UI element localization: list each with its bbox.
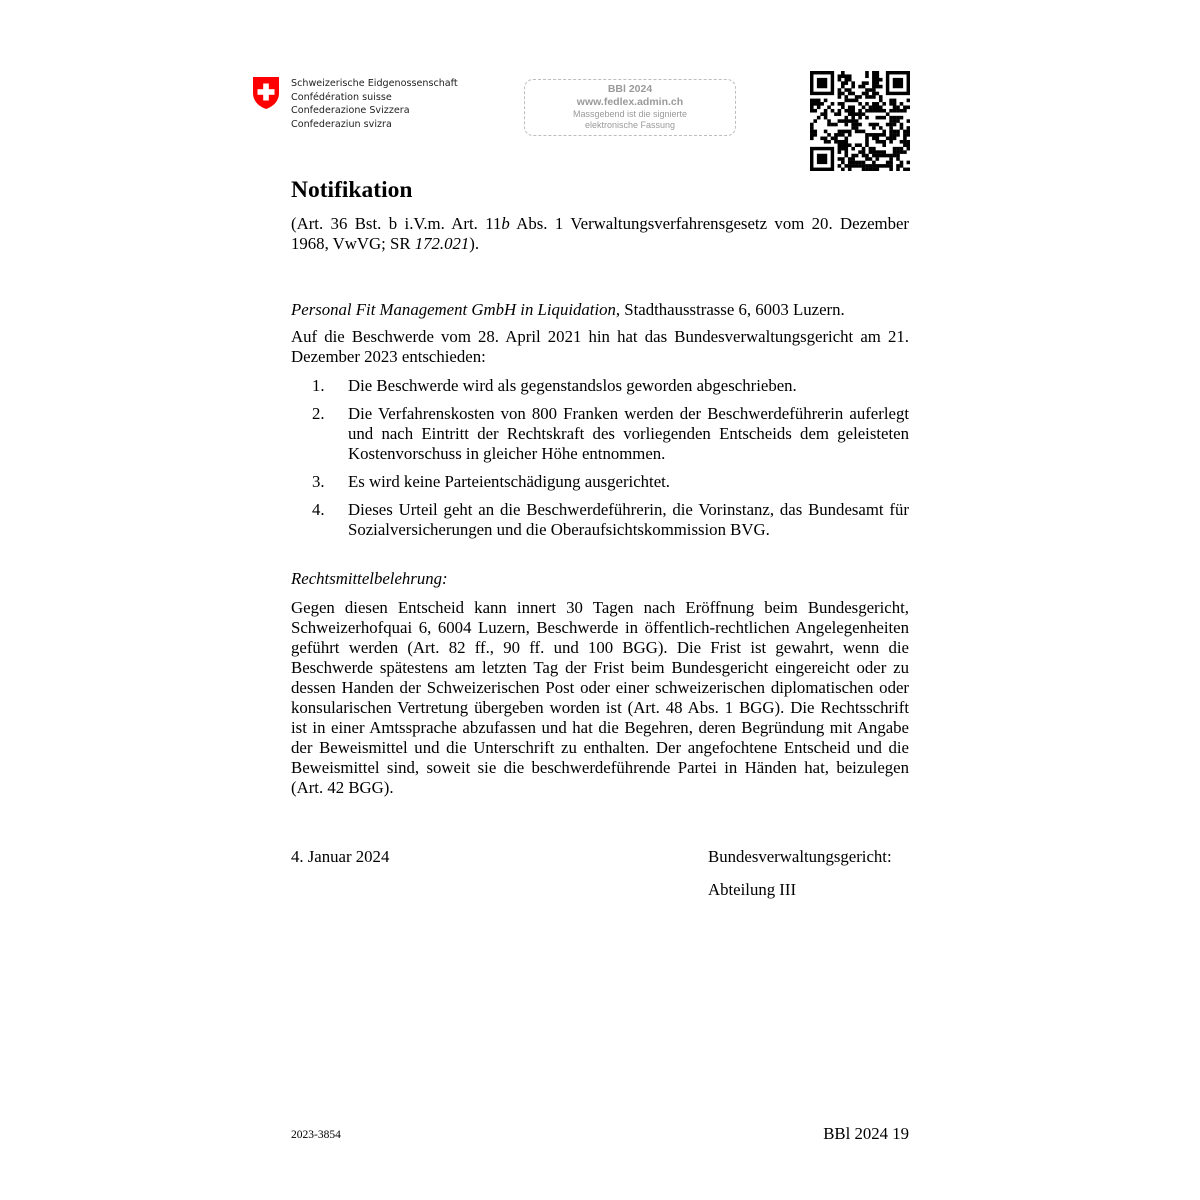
document-number: 2023-3854 [291,1129,341,1141]
list-item [291,404,909,464]
court-signature [708,847,892,913]
legal-reference-sr-number: 172.021 [414,234,470,253]
list-item [291,376,909,396]
court-division: Abteilung III [708,880,797,899]
list-item [291,472,909,492]
list-item-number: 4. [312,500,325,519]
legal-reference-part-3: ). [469,234,480,253]
stamp-url: www.fedlex.admin.ch [576,96,684,108]
stamp-note-1: Massgebend ist die signierte [572,109,688,119]
list-item-number: 3. [312,472,325,491]
legal-reference-part-1: (Art. 36 Bst. b i.V.m. Art. 11 [291,214,502,233]
legal-reference-part-2: Abs. 1 Verwaltungsverfahrensgesetz vom 20. Dezember 1968, VwVG; SR [291,214,909,253]
list-item-text: Es wird keine Parteientschädigung ausgerichtet. [348,472,671,491]
list-item-text: Dieses Urteil geht an die Beschwerdeführerin, die Vorinstanz, das Bundesamt für Sozialversicherungen und die Oberaufsichtskommission BVG. [348,500,909,539]
list-item-number: 2. [312,404,325,423]
list-item-number: 1. [312,376,325,395]
appeal-instructions-heading: Rechtsmittelbelehrung: [291,569,448,588]
confederation-name-de: Schweizerische Eidgenossenschaft [291,78,458,89]
decision-list [291,376,909,548]
appeal-instructions-text: Gegen diesen Entscheid kann innert 30 Tagen nach Eröffnung beim Bundesgericht, Schweizerhofquai 6, 6004 Luzern, Beschwerde in öffentlich-rechtlichen Angelegenheiten geführt werden (Art. 82 ff., 90 ff. und 100 BGG). Die Frist ist gewahrt, wenn die Beschwerde spätestens am letzten Tag der Frist beim Bundesgericht eingereicht oder zu dessen Handen der Schweizerischen Post oder einer schweizerischen diplomatischen oder konsularischen Vertretung übergeben worden ist (Art. 48 Abs. 1 BGG). Die Rechtsschrift ist in einer Amtssprache abzufassen und hat die Begehren, deren Begründung mit Angabe der Beweismittel und die Unterschrift zu enthalten. Der angefochtene Entscheid und die Beweismittel sind, soweit sie die beschwerdeführende Partei in Händen hat, beizulegen (Art. 42 BGG). [291,598,909,797]
confederation-names [291,77,458,131]
stamp-note-2: elektronische Fassung [584,120,676,130]
confederation-name-it: Confederazione Svizzera [291,105,410,117]
decision-date: 4. Januar 2024 [291,847,390,866]
legal-reference-italic-1: b [501,214,510,233]
company-line [291,300,909,320]
decision-intro: Auf die Beschwerde vom 28. April 2021 hin hat das Bundesverwaltungsgericht am 21. Dezember 2023 entschieden: [291,327,909,366]
company-address: , Stadthausstrasse 6, 6003 Luzern. [615,300,845,319]
company-name: Personal Fit Management GmbH in Liquidation [291,300,616,319]
court-name: Bundesverwaltungsgericht: [708,847,892,866]
list-item-text: Die Beschwerde wird als gegenstandslos geworden abgeschrieben. [348,376,797,395]
list-item [291,500,909,540]
confederation-name-rm: Confederaziun svizra [291,118,392,130]
page-reference: BBl 2024 19 [823,1124,909,1143]
page-title: Notifikation [291,177,413,203]
list-item-text: Die Verfahrenskosten von 800 Franken werden der Beschwerdeführerin auferlegt und nach Eintritt der Rechtskraft des vorliegenden Entscheids dem geleisteten Kostenvorschuss in gleicher Höhe entnommen. [348,404,909,463]
confederation-name-fr: Confédération suisse [291,91,392,103]
publication-stamp [524,79,736,136]
swiss-coat-of-arms-icon [252,76,280,110]
qr-code-icon[interactable] [810,71,910,171]
legal-reference [291,214,909,254]
stamp-publication: BBl 2024 [607,83,653,95]
